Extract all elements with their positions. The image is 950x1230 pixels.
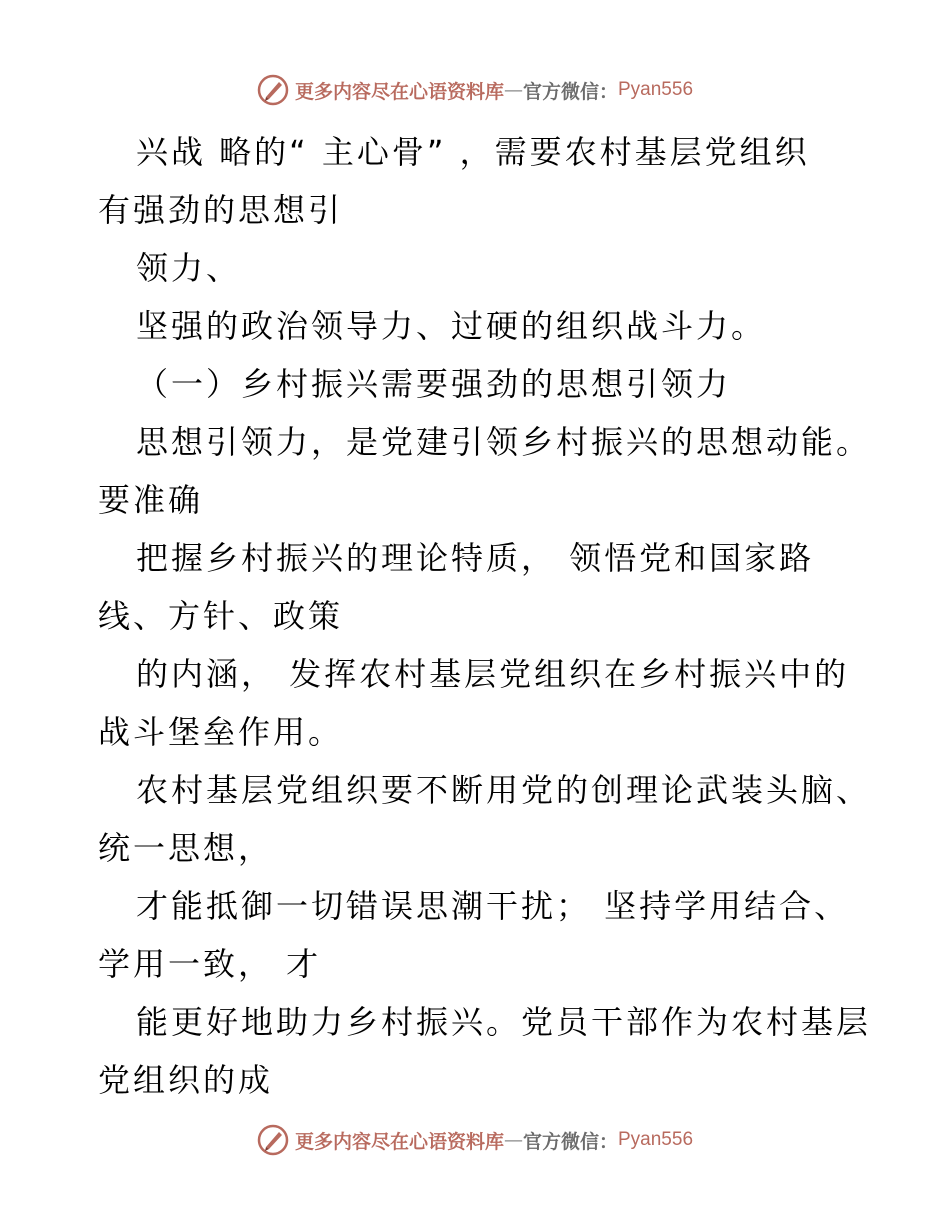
body-line: 党组织的成 <box>98 1061 274 1099</box>
body-line: 领力、 <box>136 249 242 287</box>
body-line: 的内涵， 发挥农村基层党组织在乡村振兴中的 <box>136 655 850 693</box>
watermark-wechat-id: Pyan556 <box>618 79 694 100</box>
watermark-wechat-id: Pyan556 <box>618 1129 694 1150</box>
body-line: 农村基层党组织要不断用党的创理论武装头脑、 <box>136 771 872 809</box>
body-line: 把握乡村振兴的理论特质， 领悟党和国家路 <box>136 539 815 577</box>
body-line: 战斗堡垒作用。 <box>98 713 344 751</box>
quill-pen-logo-icon <box>257 1124 289 1156</box>
body-line: 有强劲的思想引 <box>98 191 344 229</box>
body-line: 思想引领力，是党建引领乡村振兴的思想动能。 <box>136 423 872 461</box>
body-line: 坚强的政治领导力、过硬的组织战斗力。 <box>136 307 767 345</box>
header-watermark <box>0 70 950 110</box>
watermark-separator: — <box>503 1129 523 1151</box>
watermark-wechat-label: 官方微信： <box>522 1130 618 1153</box>
body-line: 能更好地助力乡村振兴。党员干部作为农村基层 <box>136 1003 872 1041</box>
body-line: 学用一致， 才 <box>98 945 322 983</box>
quill-pen-logo-icon <box>257 74 289 106</box>
footer-watermark <box>0 1120 950 1160</box>
watermark-separator: — <box>503 79 523 101</box>
body-line: 兴战 略的“ 主心骨” ，需要农村基层党组织 <box>136 133 810 171</box>
section-heading: （一）乡村振兴需要强劲的思想引领力 <box>136 365 732 403</box>
watermark-site-text: 更多内容尽在心语资料库 <box>294 1130 504 1153</box>
body-line: 统一思想， <box>98 829 274 867</box>
watermark-wechat-label: 官方微信： <box>522 80 618 103</box>
body-line: 线、方针、政策 <box>98 597 344 635</box>
body-line: 要准确 <box>98 481 204 519</box>
body-line: 才能抵御一切错误思潮干扰； 坚持学用结合、 <box>136 887 850 925</box>
watermark-site-text: 更多内容尽在心语资料库 <box>294 80 504 103</box>
